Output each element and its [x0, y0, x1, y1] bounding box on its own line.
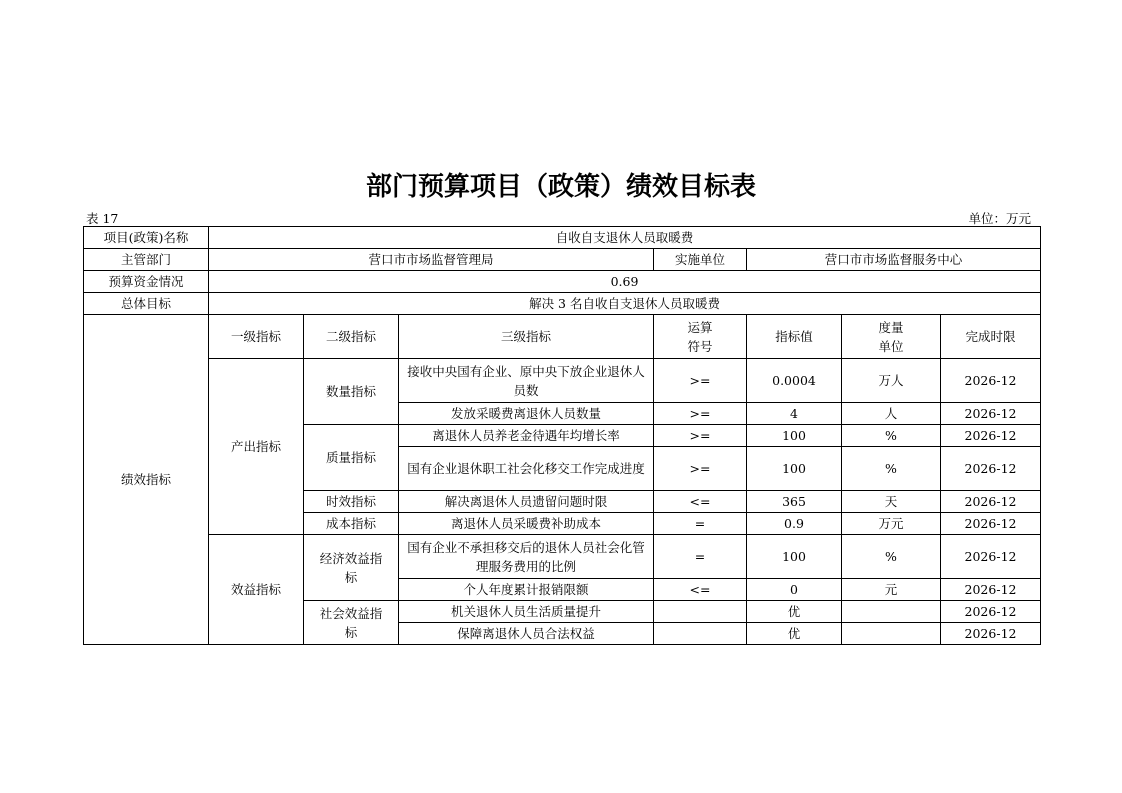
indicator-unit: 元 — [842, 579, 941, 601]
page-title: 部门预算项目（政策）绩效目标表 — [365, 172, 756, 202]
table-number: 表 17 — [86, 211, 119, 226]
header-level2: 二级指标 — [304, 315, 399, 359]
indicator-unit: 万人 — [842, 359, 941, 403]
goal-value: 解决 3 名自收自支退休人员取暖费 — [209, 293, 1041, 315]
indicator-value: 0.9 — [747, 513, 842, 535]
indicator-value: 100 — [747, 425, 842, 447]
impl-value: 营口市市场监督服务中心 — [747, 249, 1041, 271]
indicator-deadline: 2026-12 — [941, 601, 1041, 623]
indicator-unit — [842, 623, 941, 645]
indicator-name: 保障离退休人员合法权益 — [399, 623, 654, 645]
indicator-value: 优 — [747, 623, 842, 645]
indicator-op: >= — [654, 359, 747, 403]
indicator-op: >= — [654, 403, 747, 425]
indicator-value: 100 — [747, 447, 842, 491]
project-value: 自收自支退休人员取暖费 — [209, 227, 1041, 249]
table-row — [84, 359, 1041, 403]
budget-value: 0.69 — [209, 271, 1041, 293]
indicator-unit — [842, 601, 941, 623]
budget-label: 预算资金情况 — [84, 271, 209, 293]
indicator-deadline: 2026-12 — [941, 535, 1041, 579]
indicator-deadline: 2026-12 — [941, 447, 1041, 491]
indicator-deadline: 2026-12 — [941, 491, 1041, 513]
indicator-deadline: 2026-12 — [941, 403, 1041, 425]
perf-label: 绩效指标 — [84, 315, 209, 645]
indicator-value: 0 — [747, 579, 842, 601]
indicator-deadline: 2026-12 — [941, 513, 1041, 535]
indicator-unit: 万元 — [842, 513, 941, 535]
group-cost: 成本指标 — [304, 513, 399, 535]
group-quantity: 数量指标 — [304, 359, 399, 425]
indicator-op: = — [654, 513, 747, 535]
indicator-value: 4 — [747, 403, 842, 425]
indicator-name: 解决离退休人员遗留问题时限 — [399, 491, 654, 513]
indicator-value: 100 — [747, 535, 842, 579]
dept-row — [84, 249, 1041, 271]
header-row — [84, 315, 1041, 359]
indicator-name: 接收中央国有企业、原中央下放企业退休人员数 — [399, 359, 654, 403]
indicator-op: <= — [654, 491, 747, 513]
indicator-unit: % — [842, 535, 941, 579]
indicator-value: 优 — [747, 601, 842, 623]
table-row — [84, 535, 1041, 579]
indicator-deadline: 2026-12 — [941, 579, 1041, 601]
indicator-op: >= — [654, 447, 747, 491]
group-social: 社会效益指 标 — [304, 601, 399, 645]
indicator-deadline: 2026-12 — [941, 359, 1041, 403]
performance-table — [83, 226, 1041, 645]
dept-label: 主管部门 — [84, 249, 209, 271]
indicator-value: 0.0004 — [747, 359, 842, 403]
indicator-op: = — [654, 535, 747, 579]
indicator-op: <= — [654, 579, 747, 601]
goal-label: 总体目标 — [84, 293, 209, 315]
indicator-op: >= — [654, 425, 747, 447]
header-unit: 度量 单位 — [842, 315, 941, 359]
project-row — [84, 227, 1041, 249]
dept-value: 营口市市场监督管理局 — [209, 249, 654, 271]
indicator-op — [654, 601, 747, 623]
indicator-unit: 人 — [842, 403, 941, 425]
indicator-value: 365 — [747, 491, 842, 513]
impl-label: 实施单位 — [654, 249, 747, 271]
indicator-deadline: 2026-12 — [941, 623, 1041, 645]
group-economic: 经济效益指 标 — [304, 535, 399, 601]
group-output: 产出指标 — [209, 359, 304, 535]
indicator-op — [654, 623, 747, 645]
header-op: 运算 符号 — [654, 315, 747, 359]
header-level1: 一级指标 — [209, 315, 304, 359]
indicator-unit: % — [842, 425, 941, 447]
indicator-name: 机关退休人员生活质量提升 — [399, 601, 654, 623]
indicator-name: 离退休人员采暖费补助成本 — [399, 513, 654, 535]
indicator-name: 国有企业不承担移交后的退休人员社会化管理服务费用的比例 — [399, 535, 654, 579]
header-value: 指标值 — [747, 315, 842, 359]
header-level3: 三级指标 — [399, 315, 654, 359]
indicator-name: 国有企业退休职工社会化移交工作完成进度 — [399, 447, 654, 491]
project-label: 项目(政策)名称 — [84, 227, 209, 249]
group-timeliness: 时效指标 — [304, 491, 399, 513]
unit-label: 单位：万元 — [968, 211, 1031, 226]
budget-row — [84, 271, 1041, 293]
goal-row — [84, 293, 1041, 315]
header-deadline: 完成时限 — [941, 315, 1041, 359]
indicator-unit: 天 — [842, 491, 941, 513]
group-quality: 质量指标 — [304, 425, 399, 491]
indicator-name: 个人年度累计报销限额 — [399, 579, 654, 601]
indicator-name: 发放采暖费离退休人员数量 — [399, 403, 654, 425]
group-benefit: 效益指标 — [209, 535, 304, 645]
indicator-name: 离退休人员养老金待遇年均增长率 — [399, 425, 654, 447]
indicator-unit: % — [842, 447, 941, 491]
indicator-deadline: 2026-12 — [941, 425, 1041, 447]
